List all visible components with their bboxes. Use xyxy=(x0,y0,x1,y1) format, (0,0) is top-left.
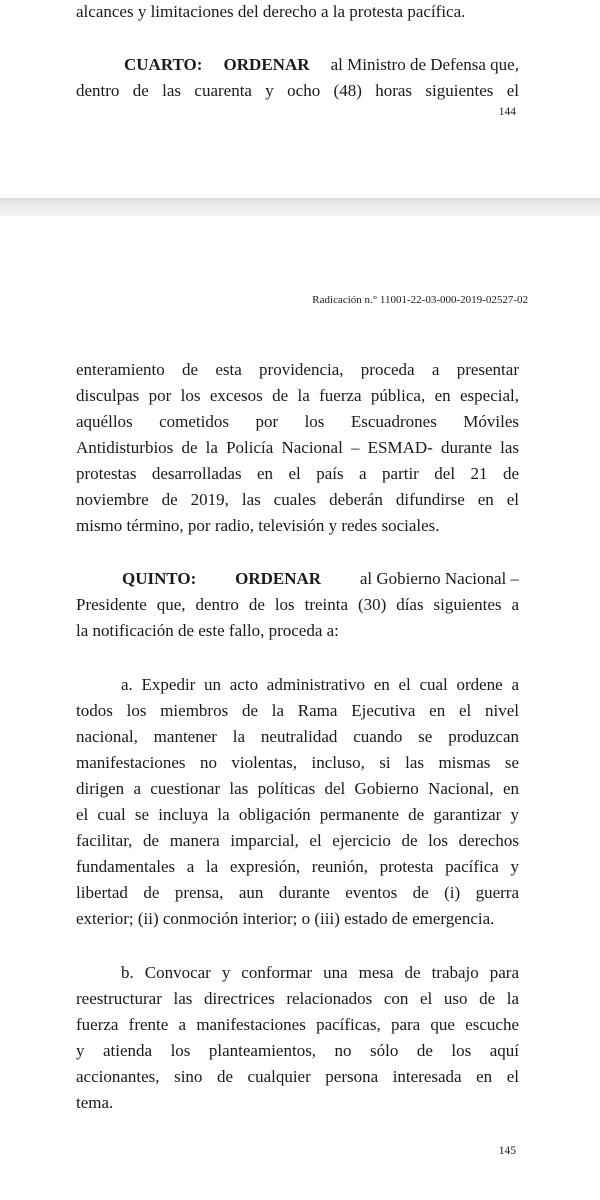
item-a-line: libertad de prensa, aun durante eventos de (i) guerra xyxy=(76,883,519,902)
text-line: disculpas por los excesos de la fuerza pública, en especial, xyxy=(76,386,519,405)
quinto-label: QUINTO: xyxy=(122,569,197,588)
item-b-line: fuerza frente a manifestaciones pacíficas, para que escuche xyxy=(76,1015,519,1034)
text-line: Antidisturbios de la Policía Nacional – ESMAD- durante las xyxy=(76,438,519,457)
cuarto-rest: al Ministro de Defensa que, xyxy=(330,55,519,74)
page-number: 145 xyxy=(498,1145,516,1157)
page-separator xyxy=(0,198,600,216)
cuarto-label: CUARTO: xyxy=(124,55,203,74)
text-line: Presidente que, dentro de los treinta (30) días siguientes a xyxy=(76,595,519,614)
text-line: la notificación de este fallo, proceda a: xyxy=(76,621,339,640)
text-line: noviembre de 2019, las cuales deberán difundirse en el xyxy=(76,490,519,509)
item-a-line: facilitar, de manera imparcial, el ejercicio de los derechos xyxy=(76,831,519,850)
item-b-line: accionantes, sino de cualquier persona interesada en el xyxy=(76,1067,519,1086)
radicacion-header: Radicación n.° 11001-22-03-000-2019-02527-02 xyxy=(312,294,528,306)
page-number: 144 xyxy=(498,106,516,118)
item-b-line: tema. xyxy=(76,1093,114,1112)
text-line: alcances y limitaciones del derecho a la protesta pacífica. xyxy=(76,2,466,21)
item-a-line: a. Expedir un acto administrativo en el cual ordene a xyxy=(121,675,519,694)
item-a-line: todos los miembros de la Rama Ejecutiva en el nivel xyxy=(76,701,519,720)
text-line: aquéllos cometidos por los Escuadrones Móviles xyxy=(76,412,519,431)
item-b-line: y atienda los planteamientos, no sólo de los aquí xyxy=(76,1041,519,1060)
cuarto-verb: ORDENAR xyxy=(223,55,310,74)
cuarto-heading-line xyxy=(76,53,519,77)
item-a-line: exterior; (ii) conmoción interior; o (iii) estado de emergencia. xyxy=(76,909,495,928)
quinto-rest: al Gobierno Nacional – xyxy=(359,569,519,588)
text-line: protestas desarrolladas en el país a partir del 21 de xyxy=(76,464,519,483)
item-a-line: el cual se incluya la obligación permanente de garantizar y xyxy=(76,805,519,824)
item-a-line: fundamentales a la expresión, reunión, protesta pacífica y xyxy=(76,857,519,876)
item-b-line: b. Convocar y conformar una mesa de trabajo para xyxy=(121,963,519,982)
text-line: mismo término, por radio, televisión y redes sociales. xyxy=(76,516,440,535)
text-line: enteramiento de esta providencia, proceda a presentar xyxy=(76,360,519,379)
page-145 xyxy=(0,216,600,1200)
item-a-line: dirigen a cuestionar las políticas del Gobierno Nacional, en xyxy=(76,779,519,798)
text-line: dentro de las cuarenta y ocho (48) horas siguientes el xyxy=(76,81,519,100)
item-a-line: nacional, mantener la neutralidad cuando se produzcan xyxy=(76,727,519,746)
item-a-line: manifestaciones no violentas, incluso, si las mismas se xyxy=(76,753,519,772)
quinto-verb: ORDENAR xyxy=(235,569,322,588)
quinto-heading-line xyxy=(76,567,519,591)
item-b-line: reestructurar las directrices relacionados con el uso de la xyxy=(76,989,519,1008)
page-144 xyxy=(0,0,600,198)
